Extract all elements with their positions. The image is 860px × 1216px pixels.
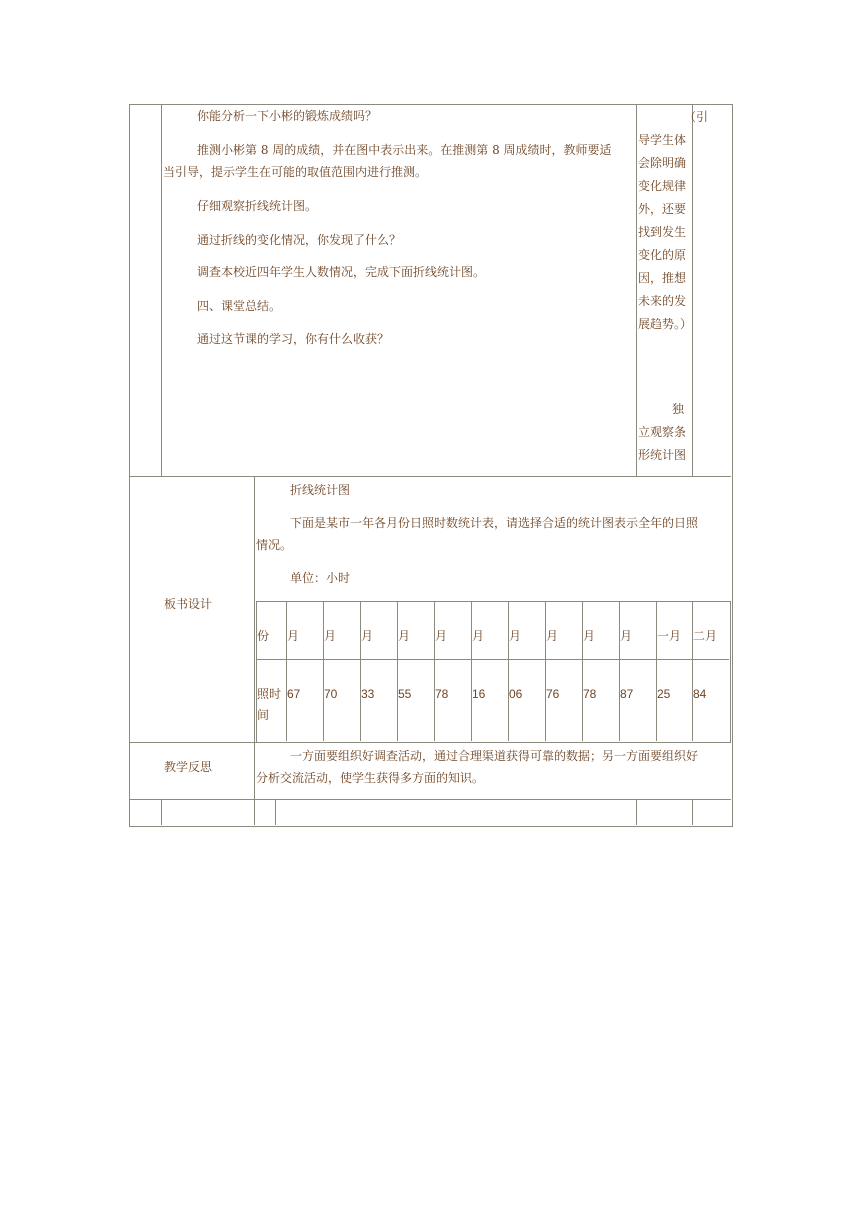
sunshine-table-col-divider [360, 601, 361, 741]
table-value-sunshine-hours: 25 [657, 687, 671, 701]
footer-divider-4 [692, 799, 693, 825]
reflection-label: 教学反思 [164, 760, 213, 774]
sunshine-table-col-divider [619, 601, 620, 741]
table-value-sunshine-hours: 76 [546, 687, 560, 701]
table-value-sunshine-hours: 67 [287, 687, 301, 701]
table-value-sunshine-hours: 84 [693, 687, 707, 701]
footer-divider-3 [636, 799, 637, 825]
top-col-divider-2 [636, 104, 637, 476]
sunshine-table-col-divider [323, 601, 324, 741]
table-value-sunshine-hours: 16 [472, 687, 486, 701]
paragraph-observe: 仔细观察折线统计图。 [197, 199, 318, 213]
top-col-divider-1 [161, 104, 162, 476]
table-value-sunshine-hours: 55 [398, 687, 412, 701]
paragraph-harvest: 通过这节课的学习，你有什么收获？ [197, 332, 390, 346]
paragraph-predict: 推测小彬第 8 周的成绩，并在图中表示出来。在推测第 8 周成绩时，教师要适 [197, 143, 612, 157]
table-value-sunshine-hours: 78 [583, 687, 597, 701]
table-value-sunshine-hours: 78 [435, 687, 449, 701]
table-header-month: 月 [546, 629, 559, 643]
paragraph-predict-cont: 当引导，提示学生在可能的取值范围内进行推测。 [163, 165, 428, 179]
sunshine-table-col-divider [545, 601, 546, 741]
board-description-cont: 情况。 [256, 538, 293, 552]
table-header-month: 一月 [657, 629, 682, 643]
table-value-sunshine-hours: 70 [324, 687, 338, 701]
table-header-month: 月 [361, 629, 374, 643]
sunshine-table-col-divider [582, 601, 583, 741]
footer-divider-1 [161, 799, 162, 825]
sunshine-table [256, 601, 731, 743]
table-header-month-label: 份 [257, 629, 270, 643]
side-note-observe: 独立观察条形统计图 [638, 402, 687, 462]
table-header-month: 月 [472, 629, 485, 643]
reflection-bottom-border [129, 799, 731, 800]
sunshine-table-col-divider [397, 601, 398, 741]
table-value-sunshine-hours: 06 [509, 687, 523, 701]
paragraph-summary-heading: 四、课堂总结。 [197, 299, 282, 313]
sunshine-table-col-divider [286, 601, 287, 741]
table-header-month: 月 [583, 629, 596, 643]
paragraph-survey: 调查本校近四年学生人数情况，完成下面折线统计图。 [197, 265, 486, 279]
table-value-sunshine-hours: 87 [620, 687, 634, 701]
sunshine-table-col-divider [656, 601, 657, 741]
side-note-guidance: （引导学生体会除明确变化规律外，还要找到发生变化的原因，推想未来的发展趋势。） [638, 110, 709, 331]
board-design-label: 板书设计 [164, 597, 213, 611]
reflection-text-cont: 分析交流活动，使学生获得多方面的知识。 [256, 771, 485, 785]
board-description: 下面是某市一年各月份日照时数统计表，请选择合适的统计图表示全年的日照 [290, 516, 699, 530]
reflection-text: 一方面要组织好调查活动，通过合理渠道获得可靠的数据；另一方面要组织好 [290, 749, 699, 763]
row-label-sunshine-time: 照时 [257, 687, 282, 701]
footer-divider-2 [275, 799, 276, 825]
sunshine-table-col-divider [508, 601, 509, 741]
sunshine-table-row-divider [256, 659, 729, 660]
paragraph-discover: 通过折线的变化情况，你发现了什么？ [197, 233, 402, 247]
board-title: 折线统计图 [290, 483, 351, 497]
paragraph-analyze: 你能分析一下小彬的锻炼成绩吗？ [197, 109, 378, 123]
board-col-divider [254, 476, 255, 825]
table-header-month: 月 [287, 629, 300, 643]
row-label-sunshine-time-cont: 间 [257, 708, 270, 722]
table-header-month: 月 [620, 629, 633, 643]
top-section-bottom-border [129, 476, 731, 477]
table-header-month: 月 [324, 629, 337, 643]
table-header-month: 月 [398, 629, 411, 643]
table-header-month: 月 [435, 629, 448, 643]
sunshine-table-col-divider [692, 601, 693, 741]
sunshine-table-col-divider [471, 601, 472, 741]
table-header-month: 二月 [693, 629, 718, 643]
sunshine-table-col-divider [434, 601, 435, 741]
table-header-month: 月 [509, 629, 522, 643]
board-unit: 单位：小时 [290, 571, 351, 585]
table-value-sunshine-hours: 33 [361, 687, 375, 701]
